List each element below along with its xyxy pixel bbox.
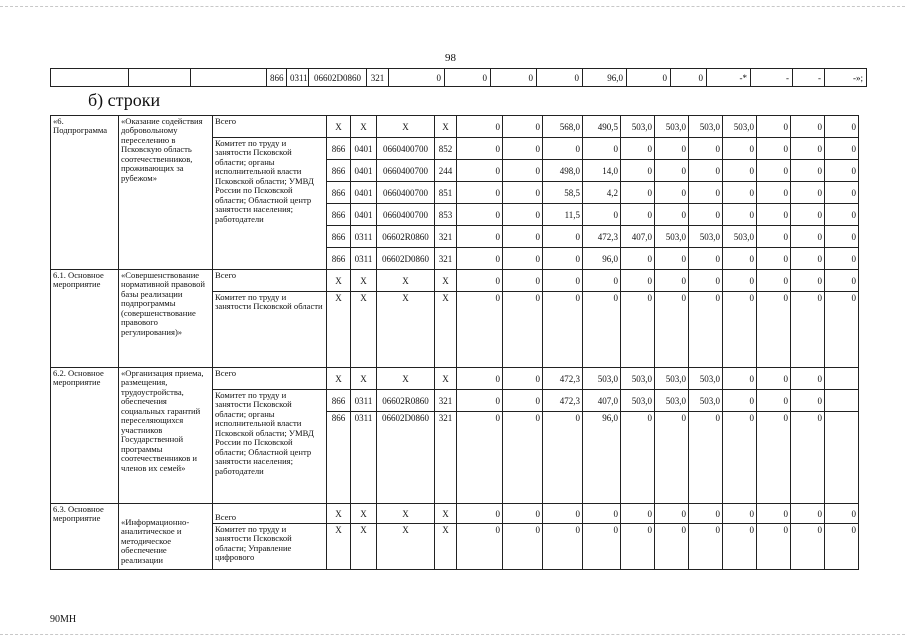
- table-cell: 0: [791, 368, 825, 390]
- table-cell: X: [435, 504, 457, 524]
- table-cell: 0311: [351, 248, 377, 270]
- table-cell: 0: [757, 504, 791, 524]
- table-cell: 0: [791, 270, 825, 292]
- table-cell: 0: [537, 69, 583, 87]
- row-number: 6.1. Основное мероприятие: [51, 270, 119, 368]
- table-cell: 0660400700: [377, 182, 435, 204]
- table-cell: 0: [543, 248, 583, 270]
- table-cell: 58,5: [543, 182, 583, 204]
- table-cell: 503,0: [723, 116, 757, 138]
- table-cell: 0: [655, 248, 689, 270]
- table-cell: -: [793, 69, 825, 87]
- table-cell: 0: [503, 116, 543, 138]
- table-row: [51, 504, 859, 524]
- table-cell: 0: [621, 524, 655, 570]
- table-cell: 06602R0860: [377, 226, 435, 248]
- table-cell: 06602D0860: [377, 248, 435, 270]
- table-cell: 0: [723, 248, 757, 270]
- table-cell: 0: [621, 138, 655, 160]
- table-cell: 0311: [351, 390, 377, 412]
- table-cell: 0: [825, 116, 859, 138]
- table-cell: 0: [689, 160, 723, 182]
- table-cell: X: [377, 524, 435, 570]
- table-cell: 866: [327, 390, 351, 412]
- table-cell: 0: [445, 69, 491, 87]
- table-cell: 0: [621, 270, 655, 292]
- table-cell: 0401: [351, 160, 377, 182]
- table-cell: 0: [543, 226, 583, 248]
- table-cell: X: [351, 292, 377, 368]
- table-cell: 0: [491, 69, 537, 87]
- table-cell: 503,0: [621, 368, 655, 390]
- table-cell: 866: [327, 160, 351, 182]
- table-cell: 0: [503, 390, 543, 412]
- table-cell: X: [377, 504, 435, 524]
- table-cell: 0401: [351, 204, 377, 226]
- table-cell: 0: [543, 412, 583, 504]
- table-cell: 0: [543, 292, 583, 368]
- table-cell: 503,0: [689, 226, 723, 248]
- table-cell: 503,0: [655, 390, 689, 412]
- scan-edge-line: [0, 634, 905, 635]
- section-title: б) строки: [88, 90, 161, 110]
- table-cell: X: [327, 504, 351, 524]
- table-cell: 0: [627, 69, 671, 87]
- table-cell: 321: [435, 226, 457, 248]
- table-cell: 321: [435, 390, 457, 412]
- executor-total: Всего: [213, 368, 327, 390]
- table-cell: 0: [457, 368, 503, 390]
- table-cell: 851: [435, 182, 457, 204]
- table-cell: 866: [327, 138, 351, 160]
- table-cell: X: [327, 270, 351, 292]
- table-cell: 407,0: [583, 390, 621, 412]
- table-cell: [191, 69, 267, 87]
- table-cell: 0: [791, 248, 825, 270]
- table-cell: X: [327, 368, 351, 390]
- table-cell: 0: [583, 204, 621, 226]
- table-cell: 0: [757, 270, 791, 292]
- table-cell: 0: [723, 390, 757, 412]
- table-cell: 0: [543, 504, 583, 524]
- table-cell: 0: [757, 248, 791, 270]
- table-cell: 0: [825, 204, 859, 226]
- table-cell: 503,0: [689, 116, 723, 138]
- table-cell: 0: [689, 524, 723, 570]
- table-cell: 0: [723, 204, 757, 226]
- table-cell: 0: [757, 412, 791, 504]
- table-cell: 503,0: [621, 116, 655, 138]
- table-cell: X: [327, 116, 351, 138]
- table-cell: 0: [503, 368, 543, 390]
- table-cell: 0: [671, 69, 707, 87]
- table-cell: 0: [791, 116, 825, 138]
- table-cell: 0: [757, 524, 791, 570]
- table-cell: 0: [825, 292, 859, 368]
- page-number: 98: [445, 52, 456, 64]
- table-cell: 0: [723, 160, 757, 182]
- table-cell: 0: [825, 182, 859, 204]
- table-cell: -: [751, 69, 793, 87]
- table-cell: 244: [435, 160, 457, 182]
- table-cell: 0: [825, 226, 859, 248]
- table-cell: 0: [689, 248, 723, 270]
- table-cell: 0: [791, 412, 825, 504]
- table-cell: 0: [457, 292, 503, 368]
- row-title: «Организация приема, размещения, трудоустройства, обеспечения социальных гарантий переселяющихся участников Государственной программы соотечественников и членов их семей»: [119, 368, 213, 504]
- table-cell: 0: [621, 412, 655, 504]
- table-cell: 0: [583, 270, 621, 292]
- table-cell: X: [435, 116, 457, 138]
- table-cell: 0: [621, 504, 655, 524]
- table-row: [51, 368, 859, 390]
- table-cell: 407,0: [621, 226, 655, 248]
- table-cell: [825, 412, 859, 504]
- table-cell: 0: [757, 292, 791, 368]
- table-cell: 0: [791, 204, 825, 226]
- table-cell: 0: [621, 292, 655, 368]
- table-cell: 866: [267, 69, 287, 87]
- table-cell: 503,0: [689, 390, 723, 412]
- table-cell: 503,0: [655, 116, 689, 138]
- table-cell: 0: [543, 270, 583, 292]
- table-cell: X: [351, 524, 377, 570]
- table-cell: 06602D0860: [309, 69, 367, 87]
- table-cell: 0: [723, 412, 757, 504]
- table-row: [51, 69, 867, 87]
- table-cell: 0: [723, 138, 757, 160]
- table-cell: 0: [543, 524, 583, 570]
- table-cell: 0660400700: [377, 138, 435, 160]
- table-cell: 503,0: [621, 390, 655, 412]
- table-cell: [825, 390, 859, 412]
- table-cell: X: [351, 270, 377, 292]
- table-cell: 0: [655, 160, 689, 182]
- table-cell: 503,0: [655, 368, 689, 390]
- table-cell: 0: [757, 226, 791, 248]
- table-cell: 0: [689, 504, 723, 524]
- table-cell: [51, 69, 129, 87]
- table-cell: 0: [791, 504, 825, 524]
- table-cell: X: [435, 368, 457, 390]
- row-number: 6.3. Основное мероприятие: [51, 504, 119, 570]
- table-cell: 503,0: [723, 226, 757, 248]
- table-cell: 0: [583, 504, 621, 524]
- table-cell: 568,0: [543, 116, 583, 138]
- table-cell: 0660400700: [377, 204, 435, 226]
- table-cell: 0: [503, 248, 543, 270]
- table-cell: -*: [707, 69, 751, 87]
- table-cell: 0: [825, 160, 859, 182]
- table-cell: 0: [503, 204, 543, 226]
- table-cell: X: [377, 368, 435, 390]
- table-cell: 853: [435, 204, 457, 226]
- table-cell: 0: [723, 504, 757, 524]
- table-cell: 0: [655, 182, 689, 204]
- table-cell: 0: [689, 412, 723, 504]
- table-cell: 0: [791, 390, 825, 412]
- table-cell: 0: [655, 204, 689, 226]
- table-cell: 0: [503, 504, 543, 524]
- table-cell: 0: [457, 412, 503, 504]
- row-number: «6. Подпрограмма: [51, 116, 119, 270]
- table-cell: X: [327, 524, 351, 570]
- executor-total: Всего: [213, 504, 327, 524]
- table-cell: [129, 69, 191, 87]
- table-cell: 0: [689, 204, 723, 226]
- table-cell: X: [377, 292, 435, 368]
- table-cell: 503,0: [689, 368, 723, 390]
- executor-list: Комитет по труду и занятости Псковской области; органы исполнительной власти Псковской области; УМВД России по Псковской области; Областной центр занятости населения; работодатели: [213, 138, 327, 270]
- table-cell: 0: [457, 504, 503, 524]
- table-cell: 0: [457, 524, 503, 570]
- table-cell: 0: [723, 524, 757, 570]
- table-cell: 0: [689, 270, 723, 292]
- table-cell: 0: [825, 524, 859, 570]
- table-cell: 472,3: [543, 368, 583, 390]
- table-cell: 0401: [351, 182, 377, 204]
- table-cell: 4,2: [583, 182, 621, 204]
- table-cell: 866: [327, 412, 351, 504]
- table-cell: [825, 368, 859, 390]
- table-cell: 0: [655, 524, 689, 570]
- rows-table: [50, 115, 859, 570]
- table-cell: 0: [389, 69, 445, 87]
- executor-list: Комитет по труду и занятости Псковской области: [213, 292, 327, 368]
- table-cell: 0: [825, 248, 859, 270]
- executor-list: Комитет по труду и занятости Псковской области; Управление цифрового: [213, 524, 327, 570]
- table-cell: 321: [435, 248, 457, 270]
- table-cell: 0: [457, 116, 503, 138]
- table-cell: 0: [457, 390, 503, 412]
- table-cell: 0: [543, 138, 583, 160]
- table-cell: 866: [327, 248, 351, 270]
- table-cell: 503,0: [583, 368, 621, 390]
- table-cell: 14,0: [583, 160, 621, 182]
- table-cell: 06602R0860: [377, 390, 435, 412]
- table-cell: X: [351, 504, 377, 524]
- executor-list: Комитет по труду и занятости Псковской области; органы исполнительной власти Псковской области; УМВД России по Псковской области; Областной центр занятости населения; работодатели: [213, 390, 327, 504]
- table-cell: 0: [757, 116, 791, 138]
- table-cell: 0: [655, 138, 689, 160]
- table-cell: 0: [791, 226, 825, 248]
- table-cell: 0: [655, 270, 689, 292]
- table-cell: 0: [757, 204, 791, 226]
- table-cell: 0: [825, 270, 859, 292]
- scan-edge-line: [0, 6, 905, 7]
- table-cell: 866: [327, 226, 351, 248]
- table-cell: 0: [457, 270, 503, 292]
- table-cell: X: [377, 116, 435, 138]
- table-cell: 0: [723, 368, 757, 390]
- table-cell: 0: [723, 292, 757, 368]
- table-cell: 0: [825, 138, 859, 160]
- table-cell: X: [435, 270, 457, 292]
- table-cell: 0660400700: [377, 160, 435, 182]
- footer-code: 90МН: [50, 614, 77, 625]
- table-cell: X: [351, 116, 377, 138]
- continued-table-row: [50, 68, 867, 87]
- table-cell: 0: [503, 412, 543, 504]
- table-cell: 0: [757, 390, 791, 412]
- table-cell: X: [435, 292, 457, 368]
- table-cell: 0: [621, 204, 655, 226]
- table-cell: 0: [503, 182, 543, 204]
- table-cell: 0311: [351, 412, 377, 504]
- table-cell: -»;: [825, 69, 867, 87]
- table-cell: 0: [503, 138, 543, 160]
- table-cell: 0: [791, 524, 825, 570]
- table-cell: 0: [583, 138, 621, 160]
- executor-total: Всего: [213, 116, 327, 138]
- table-cell: 0: [457, 204, 503, 226]
- table-cell: 0311: [351, 226, 377, 248]
- table-cell: 0: [457, 160, 503, 182]
- table-cell: 0: [503, 524, 543, 570]
- table-cell: 0: [655, 412, 689, 504]
- table-cell: 321: [367, 69, 389, 87]
- table-cell: 0311: [287, 69, 309, 87]
- table-cell: 0: [791, 182, 825, 204]
- table-cell: 866: [327, 204, 351, 226]
- table-cell: 11,5: [543, 204, 583, 226]
- table-cell: 0: [757, 368, 791, 390]
- table-cell: 0: [723, 182, 757, 204]
- table-cell: 0: [791, 292, 825, 368]
- table-cell: 0: [583, 292, 621, 368]
- table-cell: 0: [457, 138, 503, 160]
- table-cell: 503,0: [655, 226, 689, 248]
- table-cell: 0: [503, 292, 543, 368]
- row-title: «Совершенствование нормативной правовой базы реализации подпрограммы (совершенствование правового регулирования)»: [119, 270, 213, 368]
- table-cell: 06602D0860: [377, 412, 435, 504]
- table-cell: 0: [723, 270, 757, 292]
- table-cell: 472,3: [543, 390, 583, 412]
- table-cell: 0: [757, 138, 791, 160]
- table-cell: 852: [435, 138, 457, 160]
- table-cell: 0: [825, 504, 859, 524]
- table-cell: 0: [621, 160, 655, 182]
- table-cell: 0: [655, 292, 689, 368]
- table-cell: 0: [757, 182, 791, 204]
- table-cell: 0: [503, 226, 543, 248]
- table-cell: 0: [621, 248, 655, 270]
- row-title: «Оказание содействия добровольному переселению в Псковскую область соотечественников, проживающих за рубежом»: [119, 116, 213, 270]
- table-cell: 0: [457, 226, 503, 248]
- table-cell: 0401: [351, 138, 377, 160]
- table-cell: 490,5: [583, 116, 621, 138]
- table-cell: X: [377, 270, 435, 292]
- table-cell: 0: [621, 182, 655, 204]
- row-title: «Информационно-аналитическое и методическое обеспечение реализации: [119, 504, 213, 570]
- table-cell: 0: [689, 292, 723, 368]
- table-cell: 0: [791, 138, 825, 160]
- table-cell: 0: [583, 524, 621, 570]
- executor-total: Всего: [213, 270, 327, 292]
- table-cell: 498,0: [543, 160, 583, 182]
- table-cell: 472,3: [583, 226, 621, 248]
- table-cell: X: [351, 368, 377, 390]
- table-cell: 0: [757, 160, 791, 182]
- table-cell: 96,0: [583, 248, 621, 270]
- table-cell: 0: [791, 160, 825, 182]
- row-number: 6.2. Основное мероприятие: [51, 368, 119, 504]
- table-cell: 321: [435, 412, 457, 504]
- table-row: [51, 116, 859, 138]
- table-cell: 0: [655, 504, 689, 524]
- table-cell: 0: [503, 270, 543, 292]
- table-cell: 866: [327, 182, 351, 204]
- table-cell: 0: [457, 182, 503, 204]
- table-cell: 0: [689, 138, 723, 160]
- table-cell: 0: [457, 248, 503, 270]
- table-cell: X: [327, 292, 351, 368]
- table-row: [51, 270, 859, 292]
- table-cell: 0: [503, 160, 543, 182]
- table-cell: 0: [689, 182, 723, 204]
- table-cell: X: [435, 524, 457, 570]
- table-cell: 96,0: [583, 69, 627, 87]
- table-cell: 96,0: [583, 412, 621, 504]
